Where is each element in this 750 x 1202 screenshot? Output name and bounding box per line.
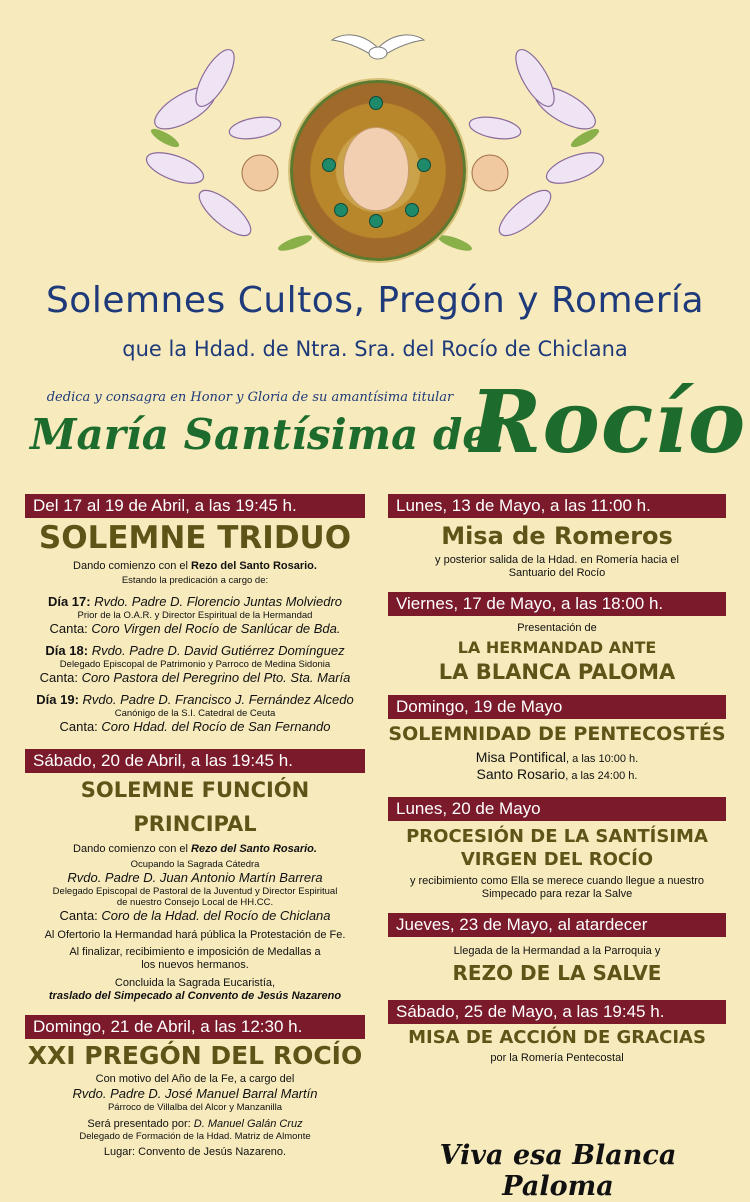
procesion-text2: Simpecado para rezar la Salve (481, 888, 633, 900)
subtitle: que la Hdad. de Ntra. Sra. del Rocío de Chiclana (122, 337, 628, 361)
romeros-text2: Santuario del Rocío (508, 567, 606, 579)
pregon-place: Lugar: Convento de Jesús Nazareno. (103, 1146, 287, 1158)
presentacion-pre: Presentación de (517, 622, 597, 634)
presentacion-line1: LA HERMANDAD ANTE (457, 638, 657, 657)
funcion-line2: Ocupando la Sagrada Cátedra (130, 859, 260, 870)
gem-icon (405, 203, 419, 217)
gracias-date-bar: Sábado, 25 de Mayo, a las 19:45 h. (388, 1000, 726, 1024)
pentecostes-rosario: Santo Rosario, a las 24:00 h. (476, 766, 638, 782)
funcion-role2: de nuestro Consejo Local de HH.CC. (116, 897, 274, 908)
pregon-title: XXI PREGÓN DEL ROCÍO (27, 1041, 363, 1070)
gem-icon (334, 203, 348, 217)
funcion-intro: Dando comienzo con el Rezo del Santo Rosario. (73, 843, 317, 855)
procesion-line1: PROCESIÓN DE LA SANTÍSIMA (406, 826, 708, 847)
triduo-day-18: Día 18: Rvdo. Padre D. David Gutiérrez Domínguez Delegado Episcopal de Patrimonio y Parroco de Medina Sidonia Canta: Coro Pastora del Peregrino del Pto. Sta. María (39, 643, 351, 685)
left-column (25, 494, 365, 1159)
funcion-medals1: Al finalizar, recibimiento e imposición de Medallas a (69, 946, 321, 958)
funcion-title: SOLEMNE FUNCIÓN PRINCIPAL (80, 778, 310, 836)
pregon-date-bar: Domingo, 21 de Abril, a las 12:30 h. (25, 1015, 365, 1039)
salve-title: REZO DE LA SALVE (452, 961, 662, 985)
funcion-offertory: Al Ofertorio la Hermandad hará pública la Protestación de Fe. (44, 929, 346, 941)
presentacion-date-bar: Viernes, 17 de Mayo, a las 18:00 h. (388, 592, 726, 616)
funcion-date-bar: Sábado, 20 de Abril, a las 19:45 h. (25, 749, 365, 773)
triduo-intro2: Estando la predicación a cargo de: (121, 575, 269, 586)
presentacion-line2: LA BLANCA PALOMA (438, 660, 676, 684)
procesion-line2: VIRGEN DEL ROCÍO (460, 849, 654, 870)
right-column (388, 494, 726, 1065)
procesion-text1: y recibimiento como Ella se merece cuando llegue a nuestro (409, 875, 705, 887)
pregon-speaker: Rvdo. Padre D. José Manuel Barral Martín (72, 1086, 318, 1101)
main-title: Solemnes Cultos, Pregón y Romería (45, 280, 705, 321)
pentecostes-title: SOLEMNIDAD DE PENTECOSTÉS (388, 723, 726, 745)
funcion-choir: Canta: Coro de la Hdad. del Rocío de Chiclana (59, 908, 331, 923)
triduo-day-17: Día 17: Rvdo. Padre D. Florencio Juntas Molviedro Prior de la O.A.R. y Director Espiritual de la Hermandad Canta: Coro Virgen del Rocío de Sanlúcar de Bda. (47, 594, 343, 636)
pentecostes-misa: Misa Pontifical, a las 10:00 h. (475, 749, 639, 765)
name-part2: Rocío (470, 372, 747, 473)
funcion-transfer: traslado del Simpecado al Convento de Jesús Nazareno (48, 990, 342, 1002)
gem-icon (369, 96, 383, 110)
gem-icon (322, 158, 336, 172)
triduo-title: SOLEMNE TRIDUO (38, 520, 352, 556)
salve-text: Llegada de la Hermandad a la Parroquia y (453, 945, 661, 957)
triduo-intro: Dando comienzo con el Rezo del Santo Rosario. (73, 560, 317, 572)
dedication: dedica y consagra en Honor y Gloria de su amantísima titular (46, 390, 454, 405)
triduo-day-19: Día 19: Rvdo. Padre D. Francisco J. Fernández Alcedo Canónigo de la S.I. Catedral de Ceuta Canta: Coro Hdad. del Rocío de San Fernando (36, 692, 354, 734)
romeros-title: Misa de Romeros (441, 522, 673, 550)
gracias-text: por la Romería Pentecostal (490, 1052, 624, 1064)
dove-icon (330, 26, 426, 66)
gem-icon (417, 158, 431, 172)
pregon-presenter: Será presentado por: D. Manuel Galán Cruz (87, 1118, 303, 1130)
triduo-date-bar: Del 17 al 19 de Abril, a las 19:45 h. (25, 494, 365, 518)
funcion-medals2: los nuevos hermanos. (141, 959, 249, 971)
closing-line: Viva esa Blanca Paloma (439, 1140, 677, 1202)
pregon-role: Párroco de Villalba del Alcor y Manzanilla (107, 1102, 283, 1113)
pregon-line1: Con motivo del Año de la Fe, a cargo del (95, 1073, 295, 1085)
funcion-role1: Delegado Episcopal de Pastoral de la Juventud y Director Espiritual (52, 886, 338, 897)
salve-date-bar: Jueves, 23 de Mayo, al atardecer (388, 913, 726, 937)
name-part1: María Santísima del (30, 410, 505, 459)
gem-icon (369, 214, 383, 228)
pregon-presenter-role: Delegado de Formación de la Hdad. Matriz de Almonte (79, 1131, 311, 1142)
virgin-face-image (343, 127, 409, 211)
gracias-title: MISA DE ACCIÓN DE GRACIAS (408, 1027, 706, 1048)
funcion-euch: Concluida la Sagrada Eucaristía, (114, 977, 276, 989)
procesion-date-bar: Lunes, 20 de Mayo (388, 797, 726, 821)
romeros-date-bar: Lunes, 13 de Mayo, a las 11:00 h. (388, 494, 726, 518)
pentecostes-date-bar: Domingo, 19 de Mayo (388, 695, 726, 719)
romeros-text1: y posterior salida de la Hdad. en Romería hacia el (435, 554, 679, 566)
funcion-preacher: Rvdo. Padre D. Juan Antonio Martín Barrera (67, 870, 323, 885)
